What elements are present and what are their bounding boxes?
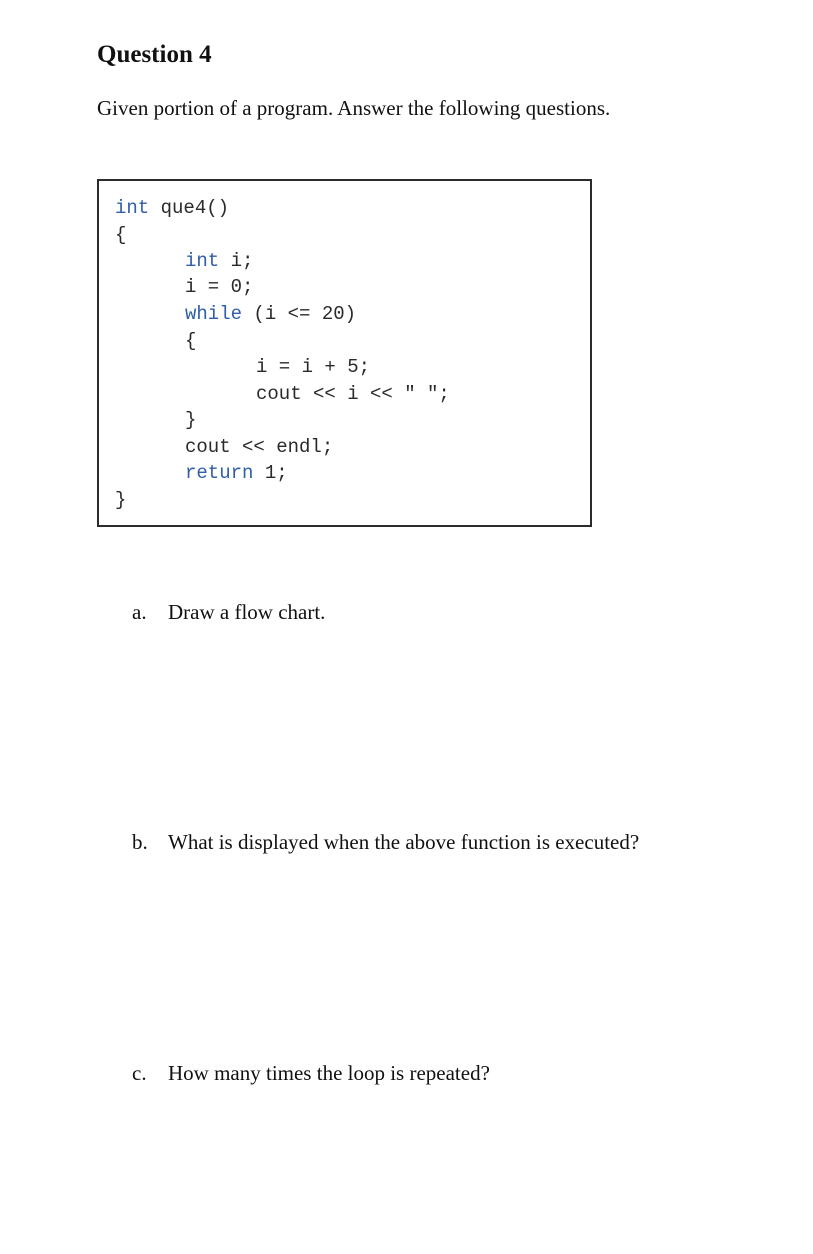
question-intro: Given portion of a program. Answer the following questions. bbox=[97, 96, 611, 120]
question-c bbox=[132, 1061, 490, 1086]
code-line-3 bbox=[185, 252, 253, 271]
code-line-10: cout << endl; bbox=[185, 436, 334, 458]
code-line-9: } bbox=[185, 409, 197, 431]
code-line-1 bbox=[115, 199, 229, 218]
code-text: (i <= 20) bbox=[242, 303, 357, 325]
code-keyword-int: int bbox=[115, 197, 150, 219]
code-text: i; bbox=[219, 250, 254, 272]
code-text: que4() bbox=[149, 197, 230, 219]
question-text: What is displayed when the above function is executed? bbox=[168, 830, 640, 854]
question-b bbox=[132, 830, 639, 855]
code-text: 1; bbox=[253, 462, 288, 484]
code-line-8: cout << i << " "; bbox=[256, 383, 450, 405]
code-keyword-while: while bbox=[185, 303, 243, 325]
code-keyword-return: return bbox=[185, 462, 254, 484]
code-line-11 bbox=[185, 464, 288, 483]
code-listing bbox=[97, 179, 592, 527]
code-line-12: } bbox=[115, 489, 127, 511]
question-title: Question 4 bbox=[97, 41, 212, 68]
code-keyword-int: int bbox=[185, 250, 220, 272]
code-line-6: { bbox=[185, 330, 197, 352]
code-line-4: i = 0; bbox=[185, 276, 254, 298]
code-line-7: i = i + 5; bbox=[256, 356, 371, 378]
question-letter: b. bbox=[132, 830, 148, 854]
question-a bbox=[132, 600, 325, 625]
question-letter: c. bbox=[132, 1061, 147, 1085]
question-text: Draw a flow chart. bbox=[168, 600, 326, 624]
question-letter: a. bbox=[132, 600, 147, 624]
code-line-5 bbox=[185, 305, 356, 324]
question-text: How many times the loop is repeated? bbox=[168, 1061, 490, 1085]
code-line-2: { bbox=[115, 224, 127, 246]
